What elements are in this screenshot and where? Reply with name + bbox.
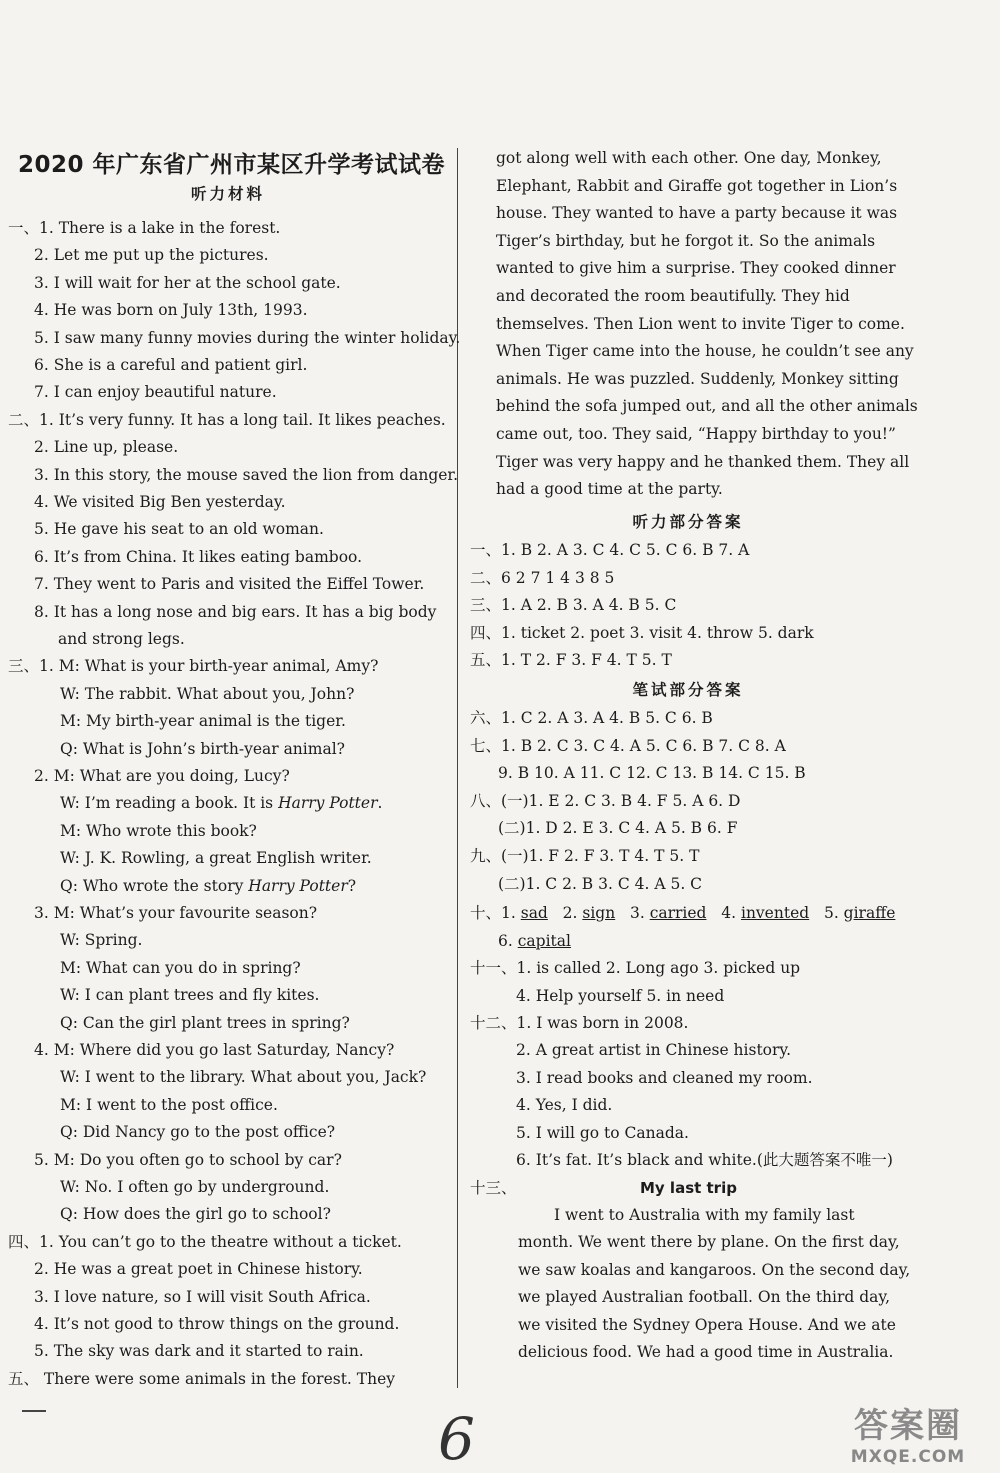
essay-title: My last trip [640, 1179, 737, 1197]
section-title-written-answers: 笔试部分答案 [632, 681, 744, 699]
listening-line: M: I went to the post office. [60, 1095, 278, 1114]
story-line: wanted to give him a surprise. They cooked dinner [496, 259, 896, 278]
listening-answer-row: 二、6 2 7 1 4 3 8 5 [470, 568, 615, 587]
listening-line: 4. It’s not good to throw things on the ground. [34, 1315, 400, 1333]
written-answer-row: 9. B 10. A 11. C 12. C 13. B 14. C 15. B [498, 764, 806, 783]
story-line: came out, too. They said, “Happy birthday to you!” [496, 425, 896, 443]
listening-line [60, 793, 382, 813]
essay-line: we saw koalas and kangaroos. On the second day, [518, 1260, 911, 1279]
listening-line: 四、1. You can’t go to the theatre without a ticket. [8, 1232, 402, 1251]
watermark-text: 答案圈 [854, 1406, 962, 1446]
listening-line: 5. The sky was dark and it started to rain. [34, 1342, 364, 1361]
footer-dash [22, 1410, 46, 1412]
story-line: had a good time at the party. [496, 480, 723, 499]
listening-line: 7. They went to Paris and visited the Eiffel Tower. [34, 575, 425, 594]
section-title-listening: 听力材料 [190, 185, 265, 203]
watermark-url: MXQE.COM [850, 1447, 966, 1467]
listening-line: Q: What is John’s birth-year animal? [60, 739, 345, 758]
story-line: Tiger’s birthday, but he forgot it. So the animals [496, 231, 876, 250]
listening-line: 3. In this story, the mouse saved the lion from danger. [34, 465, 459, 484]
listening-line: 8. It has a long nose and big ears. It has a big body [34, 602, 437, 621]
listening-line: 3. M: What’s your favourite season? [34, 904, 318, 922]
written-answer-row: 九、(一)1. F 2. F 3. T 4. T 5. T [470, 847, 700, 865]
listening-line: 一、1. There is a lake in the forest. [8, 219, 281, 237]
listening-line: 2. Let me put up the pictures. [34, 246, 269, 265]
written-answer-row: (二)1. C 2. B 3. C 4. A 5. C [498, 874, 703, 893]
listening-answer-row: 五、1. T 2. F 3. F 4. T 5. T [470, 651, 672, 670]
written-answer-row: (二)1. D 2. E 3. C 4. A 5. B 6. F [498, 819, 738, 838]
listening-line: and strong legs. [58, 630, 185, 648]
listening-line: 2. Line up, please. [34, 438, 179, 457]
listening-line: W: Spring. [60, 931, 143, 950]
essay-line: we played Australian football. On the third day, [518, 1288, 891, 1307]
listening-line: 5. I saw many funny movies during the winter holiday. [34, 328, 461, 347]
essay-line: we visited the Sydney Opera House. And we ate [518, 1315, 896, 1334]
listening-line: 5. He gave his seat to an old woman. [34, 520, 324, 539]
listening-line: W: J. K. Rowling, a great English writer. [60, 849, 372, 868]
line-end: ? [347, 876, 357, 895]
answer-word: capital [517, 932, 571, 950]
listening-line: Q: Did Nancy go to the post office? [60, 1123, 336, 1142]
item-number: 1. [501, 904, 521, 922]
answer-word: sign [582, 904, 616, 922]
answer-row-12: 4. Yes, I did. [516, 1096, 613, 1115]
item-number: 6. [498, 932, 518, 950]
listening-line: 7. I can enjoy beautiful nature. [34, 383, 277, 402]
answer-row-12: 2. A great artist in Chinese history. [516, 1041, 792, 1060]
story-line: Tiger was very happy and he thanked them. They all [496, 452, 910, 471]
listening-line [60, 876, 356, 896]
listening-line: M: Who wrote this book? [60, 821, 257, 840]
answer-row-13-prefix: 十三、 [470, 1179, 517, 1197]
answer-row-12: 3. I read books and cleaned my room. [516, 1068, 813, 1087]
listening-line: 5. M: Do you often go to school by car? [34, 1150, 342, 1169]
listening-line: Q: How does the girl go to school? [60, 1205, 331, 1224]
listening-line: 2. He was a great poet in Chinese history. [34, 1260, 363, 1279]
listening-line: 6. It’s from China. It likes eating bamboo. [34, 547, 363, 566]
listening-line: 4. M: Where did you go last Saturday, Nancy? [34, 1041, 395, 1059]
item-number: 2. [547, 904, 583, 922]
written-answer-row: 六、1. C 2. A 3. A 4. B 5. C 6. B [470, 709, 713, 727]
listening-answer-row: 一、1. B 2. A 3. C 4. C 5. C 6. B 7. A [470, 541, 750, 559]
line-text: Q: Who wrote the story [60, 876, 249, 895]
book-title: Harry Potter [248, 876, 348, 895]
answer-row-10 [470, 903, 895, 923]
essay-line: delicious food. We had a good time in Australia. [518, 1343, 894, 1361]
section-title-listening-answers: 听力部分答案 [632, 513, 744, 531]
watermark-logo [818, 1398, 998, 1467]
listening-answer-row: 三、1. A 2. B 3. A 4. B 5. C [470, 596, 677, 615]
essay-line: month. We went there by plane. On the first day, [518, 1233, 900, 1252]
answer-row-12: 6. It’s fat. It’s black and white.(此大题答案不唯一) [516, 1151, 893, 1169]
written-answer-row: 七、1. B 2. C 3. C 4. A 5. C 6. B 7. C 8. A [470, 736, 786, 755]
item-number: 4. [706, 904, 741, 922]
answer-word: giraffe [843, 904, 896, 922]
listening-line: W: The rabbit. What about you, John? [60, 684, 355, 703]
answer-row-11: 4. Help yourself 5. in need [516, 986, 725, 1005]
story-line: animals. He was puzzled. Suddenly, Monkey sitting [496, 369, 899, 388]
row-prefix: 十、 [470, 904, 502, 922]
listening-line: 五、 There were some animals in the forest. They [8, 1369, 396, 1388]
story-line: and decorated the room beautifully. They hid [496, 287, 850, 305]
book-title: Harry Potter [278, 794, 378, 813]
line-text: W: I’m reading a book. It is [60, 794, 279, 813]
listening-line: W: I can plant trees and fly kites. [60, 986, 320, 1005]
listening-line: M: What can you do in spring? [60, 958, 301, 977]
exam-title: 2020 年广东省广州市某区升学考试试卷 [18, 152, 446, 178]
answer-row-10-cont [498, 931, 571, 951]
listening-line: 6. She is a careful and patient girl. [34, 356, 308, 374]
page-number: 6 [438, 1405, 475, 1473]
listening-line: 4. We visited Big Ben yesterday. [34, 493, 286, 511]
listening-line: 3. I will wait for her at the school gate. [34, 273, 341, 292]
story-line: themselves. Then Lion went to invite Tiger to come. [496, 314, 905, 333]
story-line: got along well with each other. One day, Monkey, [496, 149, 882, 167]
item-number: 5. [809, 904, 844, 922]
item-number: 3. [615, 904, 650, 922]
listening-line: 二、1. It’s very funny. It has a long tail. It likes peaches. [8, 410, 446, 429]
answer-word: sad [520, 904, 548, 922]
answer-row-12: 十二、1. I was born in 2008. [470, 1014, 689, 1032]
written-answer-row: 八、(一)1. E 2. C 3. B 4. F 5. A 6. D [470, 791, 741, 810]
answer-row-11: 十一、1. is called 2. Long ago 3. picked up [470, 959, 801, 977]
listening-line: Q: Can the girl plant trees in spring? [60, 1013, 350, 1032]
listening-line: 3. I love nature, so I will visit South Africa. [34, 1287, 371, 1306]
listening-line: 4. He was born on July 13th, 1993. [34, 301, 308, 320]
listening-line: W: I went to the library. What about you, Jack? [60, 1068, 427, 1087]
answer-word: invented [740, 904, 810, 922]
story-line: house. They wanted to have a party because it was [496, 204, 898, 223]
essay-line: I went to Australia with my family last [554, 1206, 855, 1224]
story-line: behind the sofa jumped out, and all the other animals [496, 397, 918, 416]
listening-answer-row: 四、1. ticket 2. poet 3. visit 4. throw 5. dark [470, 623, 814, 642]
story-line: Elephant, Rabbit and Giraffe got together in Lion’s [496, 176, 898, 195]
listening-line: 2. M: What are you doing, Lucy? [34, 767, 290, 785]
line-end: . [377, 794, 383, 813]
answer-word: carried [649, 904, 707, 922]
listening-line: 三、1. M: What is your birth-year animal, Amy? [8, 657, 379, 676]
story-line: When Tiger came into the house, he couldn’t see any [496, 342, 914, 361]
listening-line: M: My birth-year animal is the tiger. [60, 712, 346, 731]
listening-line: W: No. I often go by underground. [60, 1178, 330, 1196]
answer-row-12: 5. I will go to Canada. [516, 1123, 689, 1142]
